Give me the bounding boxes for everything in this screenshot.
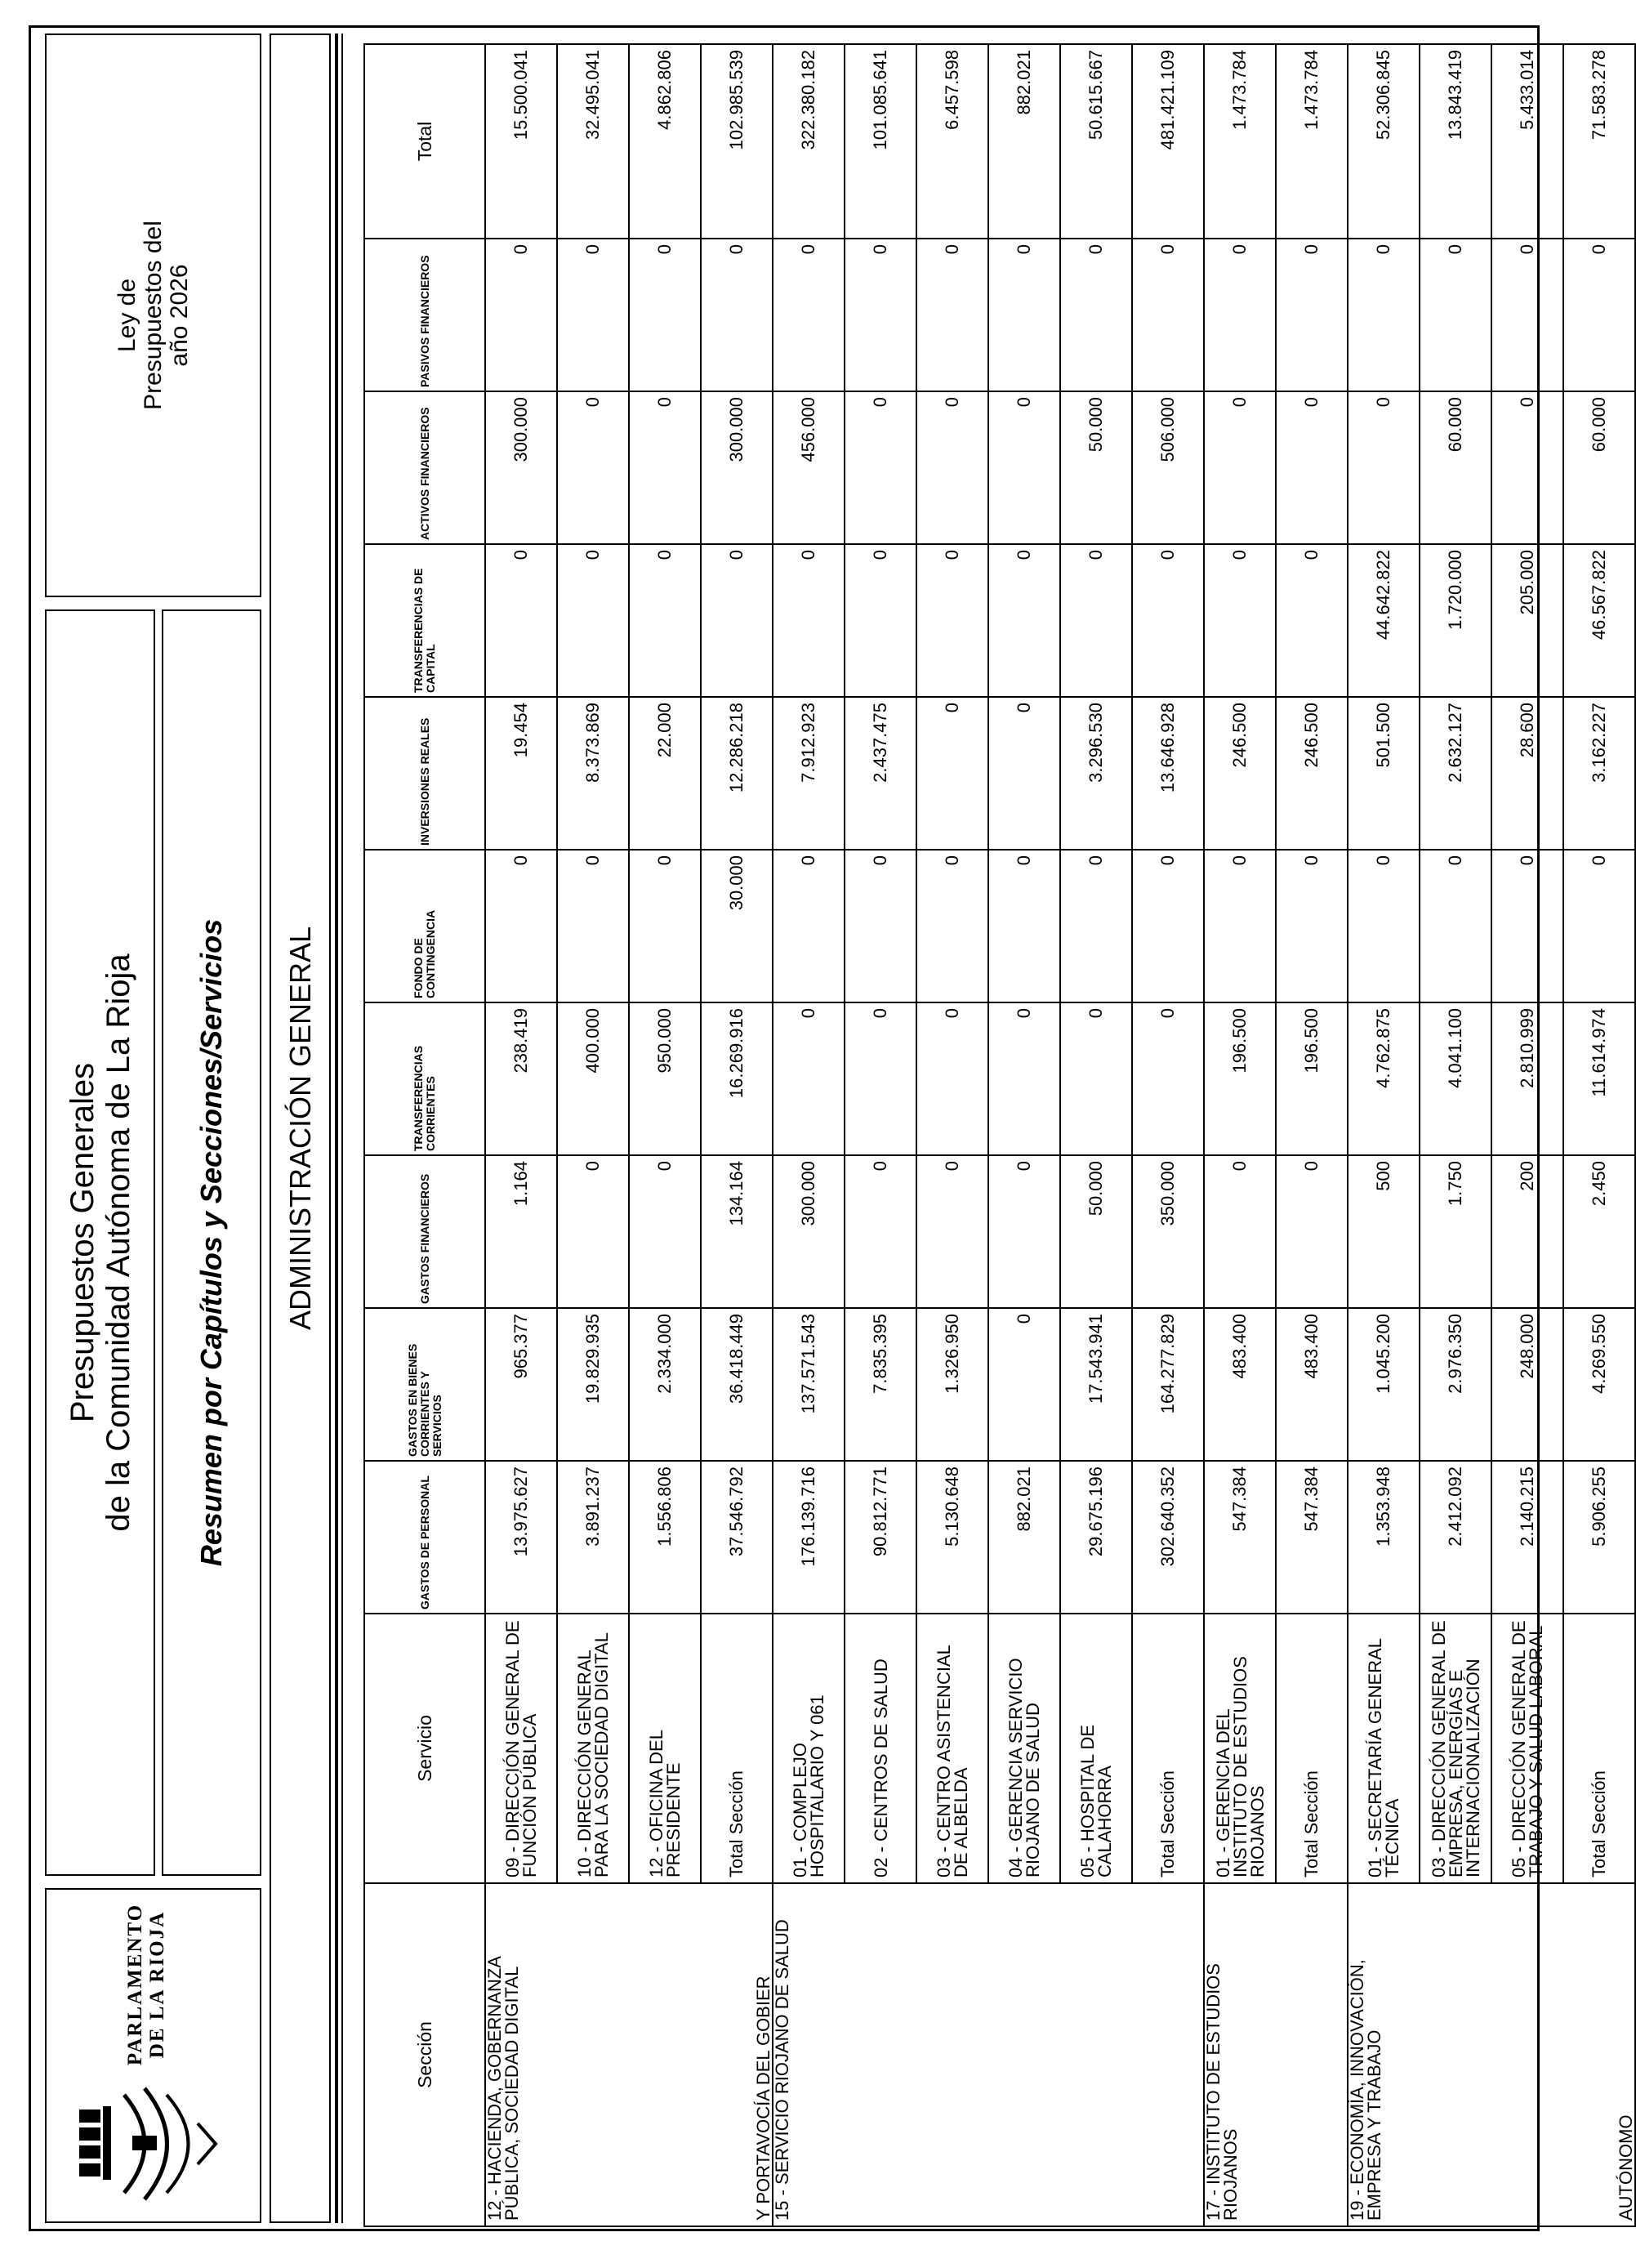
value-cell: 0 (773, 239, 845, 391)
law-line3: año 2026 (165, 264, 193, 367)
value-cell: 0 (988, 1002, 1060, 1155)
value-cell: 13.975.627 (485, 1461, 557, 1614)
value-cell: 246.500 (1276, 697, 1348, 850)
col-gastos-bienes: GASTOS EN BIENES CORRIENTES Y SERVICIOS (364, 1308, 485, 1461)
col-gastos-personal: GASTOS DE PERSONAL (364, 1461, 485, 1614)
value-cell: 4.762.875 (1348, 1002, 1420, 1155)
value-cell: 0 (916, 850, 988, 1002)
value-cell: 0 (1491, 391, 1563, 544)
value-cell: 2.810.999 (1491, 1002, 1563, 1155)
value-cell: 0 (916, 239, 988, 391)
seccion-name: 15 - SERVICIO RIOJANO DE SALUD (772, 1919, 792, 2221)
value-cell: 0 (845, 1002, 916, 1155)
value-cell: 1.750 (1420, 1155, 1491, 1308)
value-cell: 1.556.806 (629, 1461, 701, 1614)
value-cell: 13.646.928 (1132, 697, 1204, 850)
value-cell: 0 (1420, 850, 1491, 1002)
value-cell: 4.041.100 (1420, 1002, 1491, 1155)
total-cell: 1.473.784 (1276, 44, 1348, 239)
value-cell: 196.500 (1204, 1002, 1276, 1155)
value-cell: 0 (1348, 239, 1420, 391)
total-cell: 322.380.182 (773, 44, 845, 239)
value-cell: 3.162.227 (1563, 697, 1635, 850)
total-cell: 4.862.806 (629, 44, 701, 239)
value-cell: 8.373.869 (557, 697, 629, 850)
value-cell: 483.400 (1204, 1308, 1276, 1461)
value-cell: 0 (773, 1002, 845, 1155)
total-cell: 1.473.784 (1204, 44, 1276, 239)
servicio-cell: 12 - OFICINA DEL PRESIDENTE (629, 1614, 701, 1883)
servicio-cell: Total Sección (1276, 1614, 1348, 1883)
value-cell: 0 (773, 850, 845, 1002)
value-cell: 0 (1060, 239, 1132, 391)
value-cell: 0 (1060, 1002, 1132, 1155)
value-cell: 2.450 (1563, 1155, 1635, 1308)
value-cell: 50.000 (1060, 391, 1132, 544)
col-gastos-financieros: GASTOS FINANCIEROS (364, 1155, 485, 1308)
value-cell: 3.296.530 (1060, 697, 1132, 850)
value-cell: 0 (1491, 850, 1563, 1002)
value-cell: 0 (1276, 391, 1348, 544)
seccion-cell (485, 1883, 773, 2226)
value-cell: 0 (1204, 544, 1276, 697)
coat-of-arms-icon (75, 2087, 218, 2209)
value-cell: 2.632.127 (1420, 697, 1491, 850)
total-cell: 71.583.278 (1563, 44, 1635, 239)
value-cell: 50.000 (1060, 1155, 1132, 1308)
value-cell: 29.675.196 (1060, 1461, 1132, 1614)
value-cell: 0 (1204, 391, 1276, 544)
value-cell: 1.353.948 (1348, 1461, 1420, 1614)
servicio-cell: 10 - DIRECCIÓN GENERAL PARA LA SOCIEDAD DIGITAL (557, 1614, 629, 1883)
servicio-cell: 09 - DIRECCIÓN GENERAL DE FUNCIÓN PÚBLICA (485, 1614, 557, 1883)
value-cell: 246.500 (1204, 697, 1276, 850)
total-cell: 15.500.041 (485, 44, 557, 239)
value-cell: 0 (1348, 850, 1420, 1002)
value-cell: 19.829.935 (557, 1308, 629, 1461)
title-box (45, 609, 155, 1876)
servicio-cell: Total Sección (1132, 1614, 1204, 1883)
servicio-cell: 05 - HOSPITAL DE CALAHORRA (1060, 1614, 1132, 1883)
value-cell: 30.000 (701, 850, 773, 1002)
value-cell: 0 (1204, 850, 1276, 1002)
law-box (45, 33, 261, 597)
value-cell: 0 (557, 1155, 629, 1308)
servicio-cell: 03 - CENTRO ASISTENCIAL DE ALBELDA (916, 1614, 988, 1883)
value-cell: 0 (1060, 544, 1132, 697)
col-total: Total (364, 44, 485, 239)
value-cell: 0 (701, 544, 773, 697)
value-cell: 547.384 (1276, 1461, 1348, 1614)
value-cell: 0 (629, 391, 701, 544)
admin-box (270, 33, 331, 2223)
title-line1: Presupuestos Generales (64, 1062, 100, 1423)
value-cell: 5.906.255 (1563, 1461, 1635, 1614)
value-cell: 0 (1204, 239, 1276, 391)
value-cell: 0 (1132, 1002, 1204, 1155)
parliament-line1: PARLAMENTO (124, 1903, 146, 2066)
servicio-cell: Total Sección (701, 1614, 773, 1883)
value-cell: 300.000 (701, 391, 773, 544)
subtitle: Resumen por Capítulos y Secciones/Servicios (194, 918, 228, 1567)
value-cell: 7.912.923 (773, 697, 845, 850)
value-cell: 0 (485, 239, 557, 391)
value-cell: 0 (1420, 239, 1491, 391)
value-cell: 1.164 (485, 1155, 557, 1308)
value-cell: 0 (845, 1155, 916, 1308)
value-cell: 2.976.350 (1420, 1308, 1491, 1461)
servicio-cell: 01 - GERENCIA DEL INSTITUTO DE ESTUDIOS RIOJANOS (1204, 1614, 1276, 1883)
value-cell: 0 (557, 391, 629, 544)
value-cell: 44.642.822 (1348, 544, 1420, 697)
value-cell: 137.571.543 (773, 1308, 845, 1461)
value-cell: 547.384 (1204, 1461, 1276, 1614)
value-cell: 28.600 (1491, 697, 1563, 850)
col-fondo-contingencia: FONDO DE CONTINGENCIA (364, 850, 485, 1002)
value-cell: 0 (1491, 239, 1563, 391)
value-cell: 1.326.950 (916, 1308, 988, 1461)
value-cell: 3.891.237 (557, 1461, 629, 1614)
value-cell: 2.334.000 (629, 1308, 701, 1461)
total-cell: 882.021 (988, 44, 1060, 239)
total-cell: 101.085.641 (845, 44, 916, 239)
total-cell: 5.433.014 (1491, 44, 1563, 239)
value-cell: 300.000 (485, 391, 557, 544)
value-cell: 0 (557, 239, 629, 391)
value-cell: 46.567.822 (1563, 544, 1635, 697)
servicio-cell: 02 - CENTROS DE SALUD (845, 1614, 916, 1883)
value-cell: 90.812.771 (845, 1461, 916, 1614)
value-cell: 500 (1348, 1155, 1420, 1308)
value-cell: 506.000 (1132, 391, 1204, 544)
value-cell: 22.000 (629, 697, 701, 850)
value-cell: 134.164 (701, 1155, 773, 1308)
value-cell: 11.614.974 (1563, 1002, 1635, 1155)
value-cell: 2.140.215 (1491, 1461, 1563, 1614)
value-cell: 0 (1563, 239, 1635, 391)
total-cell: 102.985.539 (701, 44, 773, 239)
value-cell: 0 (629, 239, 701, 391)
logo-box (45, 1888, 261, 2223)
seccion-cell (773, 1883, 1204, 2226)
title-line2: de la Comunidad Autónoma de La Rioja (100, 953, 136, 1532)
col-seccion: Sección (364, 1883, 485, 2226)
value-cell: 0 (1204, 1155, 1276, 1308)
value-cell: 0 (1276, 239, 1348, 391)
value-cell: 19.454 (485, 697, 557, 850)
value-cell: 882.021 (988, 1461, 1060, 1614)
value-cell: 0 (916, 697, 988, 850)
value-cell: 0 (1132, 850, 1204, 1002)
value-cell: 0 (1060, 850, 1132, 1002)
value-cell: 0 (988, 391, 1060, 544)
value-cell: 0 (485, 544, 557, 697)
value-cell: 0 (701, 239, 773, 391)
value-cell: 0 (629, 544, 701, 697)
value-cell: 164.277.829 (1132, 1308, 1204, 1461)
value-cell: 200 (1491, 1155, 1563, 1308)
servicio-cell: Total Sección (1563, 1614, 1635, 1883)
servicio-cell: 01 - COMPLEJO HOSPITALARIO Y 061 (773, 1614, 845, 1883)
total-cell: 32.495.041 (557, 44, 629, 239)
value-cell: 965.377 (485, 1308, 557, 1461)
budget-table (363, 43, 1636, 2227)
value-cell: 176.139.716 (773, 1461, 845, 1614)
value-cell: 60.000 (1420, 391, 1491, 544)
seccion-name: 19 - ECONOMÍA, INNOVACIÓN, EMPRESA Y TRABAJO (1347, 1959, 1384, 2221)
value-cell: 0 (1276, 544, 1348, 697)
value-cell: 0 (485, 850, 557, 1002)
value-cell: 12.286.218 (701, 697, 773, 850)
value-cell: 0 (988, 697, 1060, 850)
seccion-name-cont: Y PORTAVOCÍA DEL GOBIER (753, 1976, 773, 2221)
total-cell: 52.306.845 (1348, 44, 1420, 239)
value-cell: 248.000 (1491, 1308, 1563, 1461)
value-cell: 60.000 (1563, 391, 1635, 544)
value-cell: 0 (916, 1155, 988, 1308)
value-cell: 0 (916, 1002, 988, 1155)
value-cell: 0 (1348, 391, 1420, 544)
value-cell: 0 (988, 239, 1060, 391)
value-cell: 0 (988, 544, 1060, 697)
value-cell: 0 (557, 850, 629, 1002)
value-cell: 2.437.475 (845, 697, 916, 850)
servicio-cell: 04 - GERENCIA SERVICIO RIOJANO DE SALUD (988, 1614, 1060, 1883)
seccion-name: 17 - INSTITUTO DE ESTUDIOS RIOJANOS (1203, 1963, 1241, 2221)
value-cell: 0 (1563, 850, 1635, 1002)
value-cell: 400.000 (557, 1002, 629, 1155)
value-cell: 0 (988, 850, 1060, 1002)
col-inversiones-reales: INVERSIONES REALES (364, 697, 485, 850)
value-cell: 0 (1276, 1155, 1348, 1308)
value-cell: 4.269.550 (1563, 1308, 1635, 1461)
table-row (485, 44, 557, 2226)
value-cell: 0 (988, 1308, 1060, 1461)
admin-divider (335, 33, 338, 2223)
seccion-name-cont: AUTÓNOMO (1616, 2114, 1636, 2221)
col-pasivos-financieros: PASIVOS FINANCIEROS (364, 239, 485, 391)
header-row (364, 44, 485, 2226)
value-cell: 1.720.000 (1420, 544, 1491, 697)
value-cell: 17.543.941 (1060, 1308, 1132, 1461)
value-cell: 0 (845, 239, 916, 391)
total-cell: 6.457.598 (916, 44, 988, 239)
seccion-name: 12 - HACIENDA, GOBERNANZA PÚBLICA, SOCIEDAD DIGITAL (484, 1957, 522, 2221)
value-cell: 196.500 (1276, 1002, 1348, 1155)
law-line1: Ley de (113, 278, 140, 353)
value-cell: 0 (1132, 239, 1204, 391)
value-cell: 501.500 (1348, 697, 1420, 850)
value-cell: 0 (557, 544, 629, 697)
col-transferencias-capital: TRANSFERENCIAS DE CAPITAL (364, 544, 485, 697)
value-cell: 350.000 (1132, 1155, 1204, 1308)
value-cell: 205.000 (1491, 544, 1563, 697)
value-cell: 2.412.092 (1420, 1461, 1491, 1614)
value-cell: 5.130.648 (916, 1461, 988, 1614)
seccion-cell (1204, 1883, 1348, 2226)
value-cell: 16.269.916 (701, 1002, 773, 1155)
value-cell: 7.835.395 (845, 1308, 916, 1461)
value-cell: 0 (845, 544, 916, 697)
value-cell: 37.546.792 (701, 1461, 773, 1614)
value-cell: 0 (845, 391, 916, 544)
parliament-line2: DE LA RIOJA (146, 1910, 168, 2059)
table-row (773, 44, 845, 2226)
value-cell: 0 (1276, 850, 1348, 1002)
servicio-cell: 05 - DIRECCIÓN GENERAL DE TRABAJO Y SALUD LABORAL (1491, 1614, 1563, 1883)
table-row (1204, 44, 1276, 2226)
value-cell: 36.418.449 (701, 1308, 773, 1461)
value-cell: 238.419 (485, 1002, 557, 1155)
value-cell: 0 (629, 1155, 701, 1308)
col-transferencias-corrientes: TRANSFERENCIAS CORRIENTES (364, 1002, 485, 1155)
value-cell: 0 (773, 544, 845, 697)
value-cell: 483.400 (1276, 1308, 1348, 1461)
admin-title: ADMINISTRACIÓN GENERAL (283, 926, 317, 1331)
value-cell: 456.000 (773, 391, 845, 544)
total-cell: 13.843.419 (1420, 44, 1491, 239)
value-cell: 0 (629, 850, 701, 1002)
value-cell: 0 (916, 391, 988, 544)
total-cell: 481.421.109 (1132, 44, 1204, 239)
value-cell: 300.000 (773, 1155, 845, 1308)
table-row (1348, 44, 1420, 2226)
col-activos-financieros: ACTIVOS FINANCIEROS (364, 391, 485, 544)
col-servicio: Servicio (364, 1614, 485, 1883)
subtitle-box (162, 609, 261, 1876)
servicio-cell: 03 - DIRECCIÓN GENERAL DE EMPRESA, ENERGÍAS E INTERNACIONALIZACIÓN (1420, 1614, 1491, 1883)
servicio-cell: 01 - SECRETARÍA GENERAL TÉCNICA (1348, 1614, 1420, 1883)
law-line2: Presupuestos del (139, 221, 167, 410)
admin-divider-2 (341, 33, 343, 2223)
table-body (485, 44, 1635, 2226)
total-cell: 50.615.667 (1060, 44, 1132, 239)
value-cell: 1.045.200 (1348, 1308, 1420, 1461)
value-cell: 950.000 (629, 1002, 701, 1155)
value-cell: 0 (845, 850, 916, 1002)
seccion-cell (1348, 1883, 1635, 2226)
value-cell: 0 (988, 1155, 1060, 1308)
value-cell: 0 (1132, 544, 1204, 697)
value-cell: 302.640.352 (1132, 1461, 1204, 1614)
value-cell: 0 (916, 544, 988, 697)
